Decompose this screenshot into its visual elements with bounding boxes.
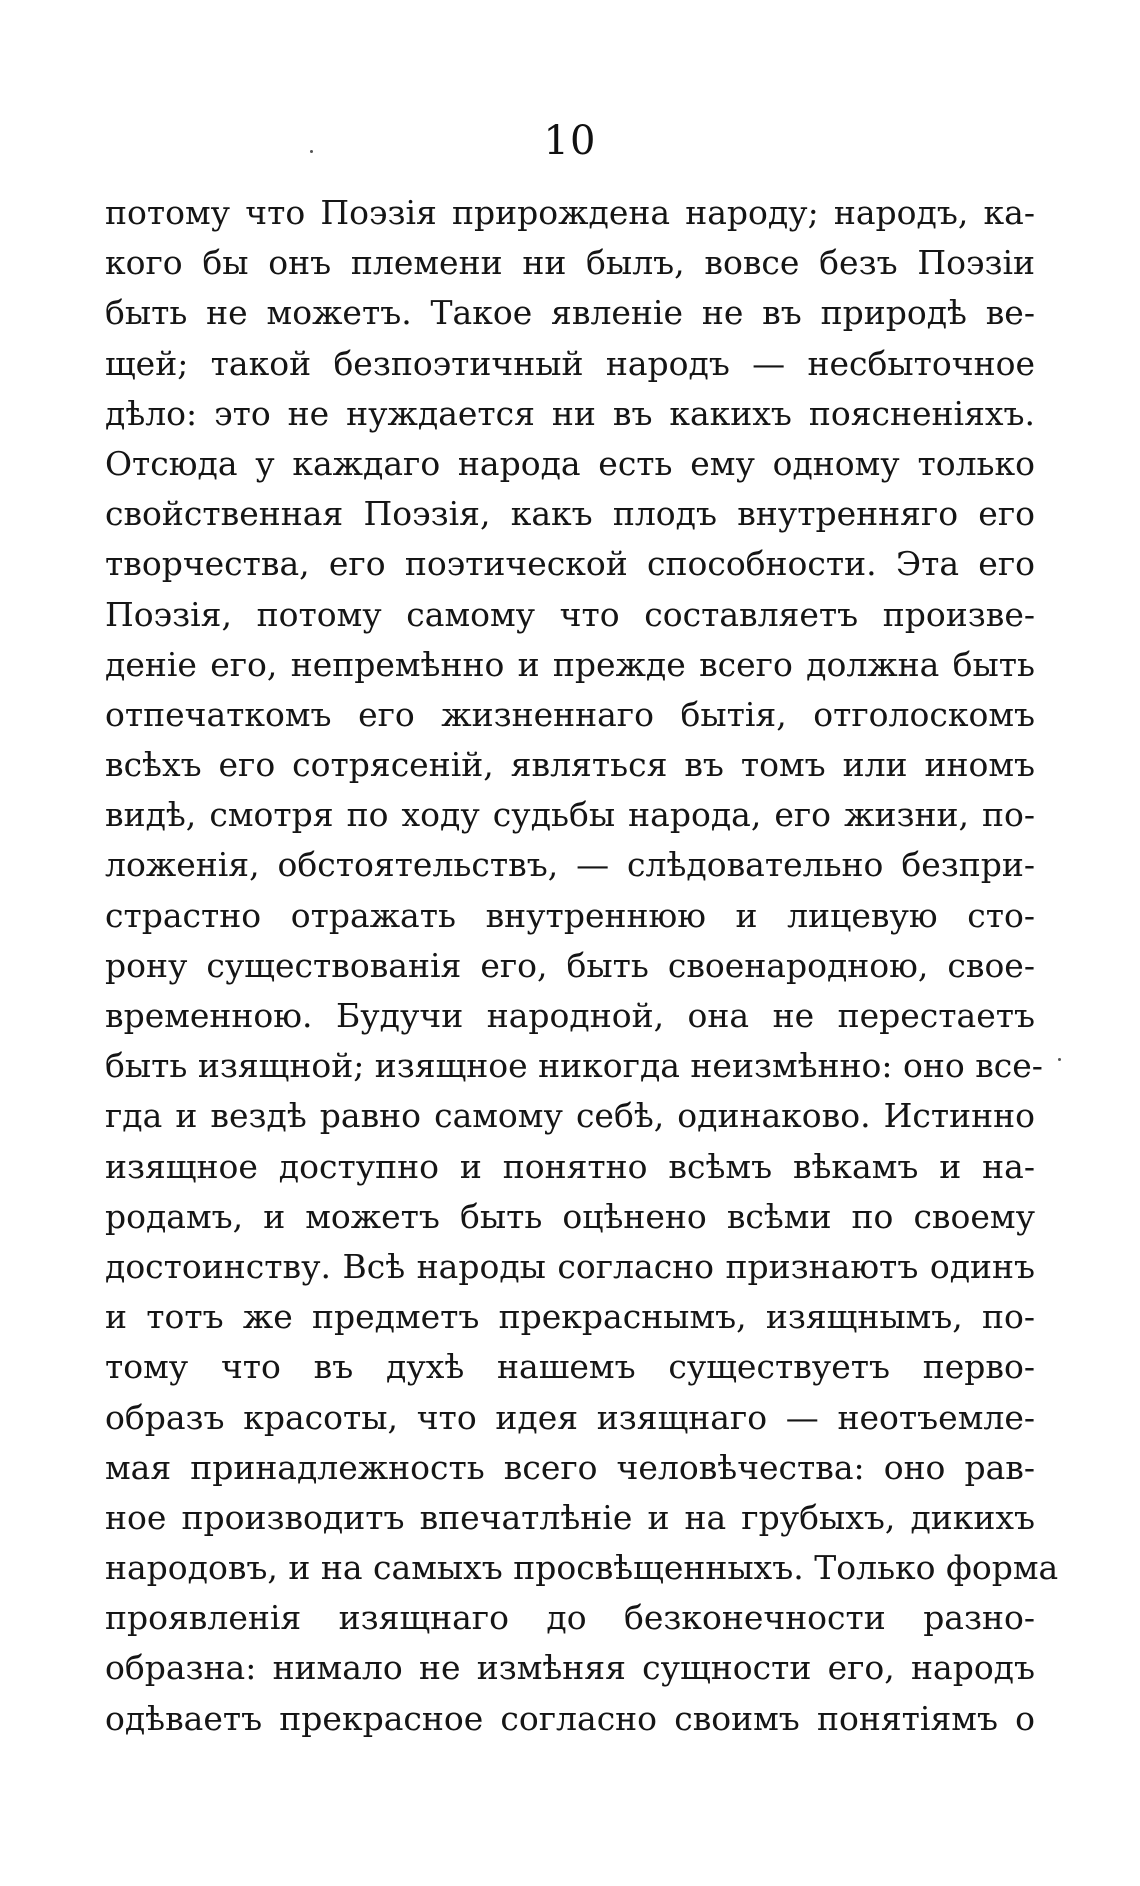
text-line: проявленія изящнаго до безконечности разно- — [105, 1598, 1035, 1638]
text-line: изящное доступно и понятно всѣмъ вѣкамъ и на- — [105, 1146, 1035, 1186]
text-line: Отсюда у каждаго народа есть ему одному только — [105, 443, 1035, 483]
text-line: отпечаткомъ его жизненнаго бытія, отголоскомъ — [105, 694, 1035, 734]
text-line: рону существованія его, быть своенародною, свое- — [105, 945, 1035, 985]
text-line: образъ красоты, что идея изящнаго — неотъемле- — [105, 1397, 1035, 1437]
text-line: народовъ, и на самыхъ просвѣщенныхъ. Только форма — [105, 1548, 1059, 1588]
page-number: 10 — [543, 118, 597, 164]
text-line: временною. Будучи народной, она не перестаетъ — [105, 996, 1035, 1035]
text-line: деніе его, непремѣнно и прежде всего должна быть — [105, 644, 1035, 684]
print-speck — [1058, 1058, 1061, 1061]
text-line: ложенія, обстоятельствъ, — слѣдовательно безпри- — [105, 845, 1035, 885]
text-line: мая принадлежность всего человѣчества: оно рав- — [105, 1447, 1035, 1487]
text-line: свойственная Поэзія, какъ плодъ внутренняго его — [105, 494, 1035, 534]
text-line: одѣваетъ прекрасное согласно своимъ понятіямъ о — [105, 1698, 1035, 1738]
text-line: потому что Поэзія прирождена народу; народъ, ка- — [105, 193, 1035, 232]
text-line: кого бы онъ племени ни былъ, вовсе безъ Поэзіи — [105, 243, 1035, 283]
text-line: страстно отражать внутреннюю и лицевую сто- — [105, 895, 1035, 935]
text-line: и тотъ же предметъ прекраснымъ, изящнымъ, по- — [105, 1297, 1035, 1337]
text-line: достоинству. Всѣ народы согласно признаютъ одинъ — [105, 1246, 1035, 1286]
print-speck — [310, 150, 313, 153]
text-line: тому что въ духѣ нашемъ существуетъ перво- — [105, 1347, 1035, 1387]
text-line: быть изящной; изящное никогда неизмѣнно: оно все- — [105, 1046, 1043, 1086]
text-line: быть не можетъ. Такое явленіе не въ природѣ ве- — [105, 293, 1035, 333]
text-line: творчества, его поэтической способности. Эта его — [105, 544, 1035, 584]
text-line: щей; такой безпоэтичный народъ — несбыточное — [105, 343, 1035, 383]
text-line: дѣло: это не нуждается ни въ какихъ поясненіяхъ. — [105, 393, 1035, 433]
text-line: всѣхъ его сотрясеній, являться въ томъ или иномъ — [105, 745, 1035, 785]
text-line: видѣ, смотря по ходу судьбы народа, его жизни, по- — [105, 795, 1035, 835]
text-line: ное производитъ впечатлѣніе и на грубыхъ, дикихъ — [105, 1497, 1035, 1537]
text-line: родамъ, и можетъ быть оцѣнено всѣми по своему — [105, 1196, 1035, 1236]
text-line: гда и вездѣ равно самому себѣ, одинаково. Истинно — [105, 1096, 1035, 1136]
text-line: образна: нимало не измѣняя сущности его, народъ — [105, 1648, 1035, 1688]
text-line: Поэзія, потому самому что составляетъ произве- — [105, 594, 1035, 634]
body-text — [105, 188, 1059, 1744]
